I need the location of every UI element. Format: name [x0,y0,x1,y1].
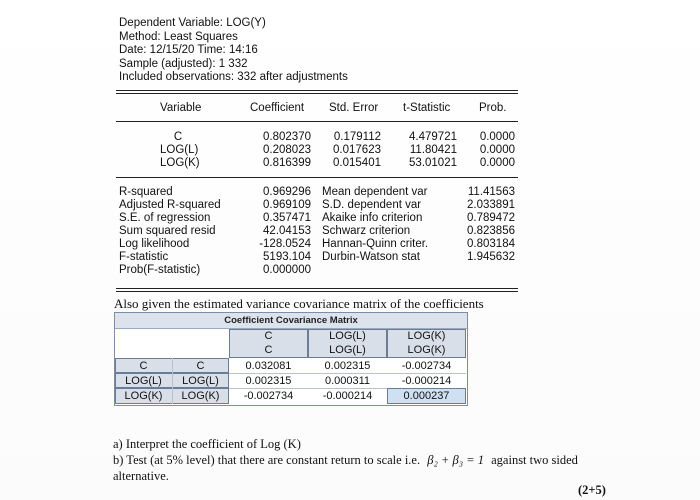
stat-label: Schwarz criterion [322,225,411,237]
stat-label: Prob(F-statistic) [119,264,201,276]
se-logk: 0.015401 [333,157,381,169]
cov-row-label: C [196,360,205,372]
marks: (2+5) [578,483,606,497]
table-top-rule [116,90,518,94]
question-b-text: b) Test (at 5% level) that there are constant return to scale i.e. [113,453,421,467]
stat-label: S.D. dependent var [322,199,422,211]
cov-cell[interactable]: -0.000214 [322,390,373,402]
cov-cell[interactable]: -0.002734 [401,360,452,372]
stat-value: 0.789472 [467,212,515,224]
col-header-t-statistic: t-Statistic [403,102,451,114]
cov-cell[interactable]: -0.002734 [243,390,294,402]
cov-row-label: LOG(K) [124,390,163,402]
method: Method: Least Squares [119,30,238,43]
se-c: 0.179112 [333,131,381,143]
stat-label: Akaike info criterion [322,212,423,224]
question-b-suffix: against two sided [491,453,578,467]
cov-col-header-logl: LOG(L) [329,330,366,342]
t-c: 4.479721 [409,131,457,143]
stat-value: 0.357471 [263,212,311,224]
prob-c: 0.0000 [479,131,515,143]
stat-value: 0.823856 [467,225,515,237]
cov-row-label: LOG(K) [181,390,220,402]
included-observations: Included observations: 332 after adjustments [119,71,348,84]
stat-label: Sum squared resid [119,225,216,237]
stat-label: Durbin-Watson stat [322,251,420,263]
cov-col-subheader-logk: LOG(K) [407,344,446,356]
coef-logl: 0.208023 [263,144,311,156]
stat-label: R-squared [119,186,173,198]
stat-label: Adjusted R-squared [119,199,221,211]
stat-value: 1.945632 [467,251,515,263]
stat-label: F-statistic [119,251,169,263]
row-label-c: C [173,131,183,143]
stat-value: 2.033891 [467,199,515,211]
coef-c: 0.802370 [263,131,311,143]
date-time: Date: 12/15/20 Time: 14:16 [119,44,258,57]
t-logk: 53.01021 [409,157,457,169]
cov-col-header-logk: LOG(K) [407,330,446,342]
sample: Sample (adjusted): 1 332 [119,57,248,70]
question-b-line2: alternative. [113,469,169,483]
cov-cell[interactable]: 0.002315 [324,360,371,372]
cov-row-label: LOG(L) [182,375,219,387]
coef-bottom-rule [116,177,518,178]
cov-cell[interactable]: -0.000214 [401,375,452,387]
t-logl: 11.80421 [409,144,457,156]
stat-label: Log likelihood [119,238,190,250]
coef-logk: 0.816399 [263,157,311,169]
cov-cell[interactable]: 0.002315 [245,375,292,387]
covariance-intro: Also given the estimated variance covariance matrix of the coefficients [114,296,484,311]
covariance-matrix [114,312,468,406]
stat-value: 0.969296 [263,186,311,198]
cov-col-header-c: C [264,330,273,342]
stat-value: 0.969109 [263,199,311,211]
cov-cell[interactable]: 0.032081 [245,360,292,372]
col-header-prob: Prob. [479,102,507,114]
col-header-std-error: Std. Error [329,102,379,114]
stat-label: Hannan-Quinn criter. [322,238,429,250]
regression-header [119,17,348,85]
stat-label: S.E. of regression [119,212,211,224]
stat-label: Mean dependent var [322,186,428,198]
stat-value: 11.41563 [467,186,515,198]
cov-cell[interactable]: 0.000311 [324,375,371,387]
cov-cell[interactable]: 0.000237 [403,390,450,402]
crs-formula: β₂ + β₃ = 1 [427,453,484,467]
question-b [113,452,578,468]
header-bottom-rule [116,121,518,122]
stats-bottom-rule [116,288,518,292]
stat-value: 5193.104 [263,251,311,263]
cov-col-subheader-logl: LOG(L) [329,344,366,356]
row-label-logk: LOG(K) [160,157,200,169]
stat-value: 42.04153 [263,225,311,237]
row-label-logl: LOG(L) [160,144,199,156]
question-a: a) Interpret the coefficient of Log (K) [113,437,301,451]
stat-value: 0.000000 [263,264,311,276]
se-logl: 0.017623 [333,144,381,156]
stat-value: 0.803184 [467,238,515,250]
col-header-coefficient: Coefficient [250,102,305,114]
prob-logk: 0.0000 [479,157,515,169]
col-header-variable: Variable [160,102,202,114]
cov-row-label: C [139,360,148,372]
dependent-variable: Dependent Variable: LOG(Y) [119,17,266,29]
prob-logl: 0.0000 [479,144,515,156]
stat-value: -128.0524 [259,238,311,250]
covariance-title: Coefficient Covariance Matrix [115,313,467,329]
cov-row-label: LOG(L) [125,375,162,387]
cov-col-subheader-c: C [264,344,273,356]
